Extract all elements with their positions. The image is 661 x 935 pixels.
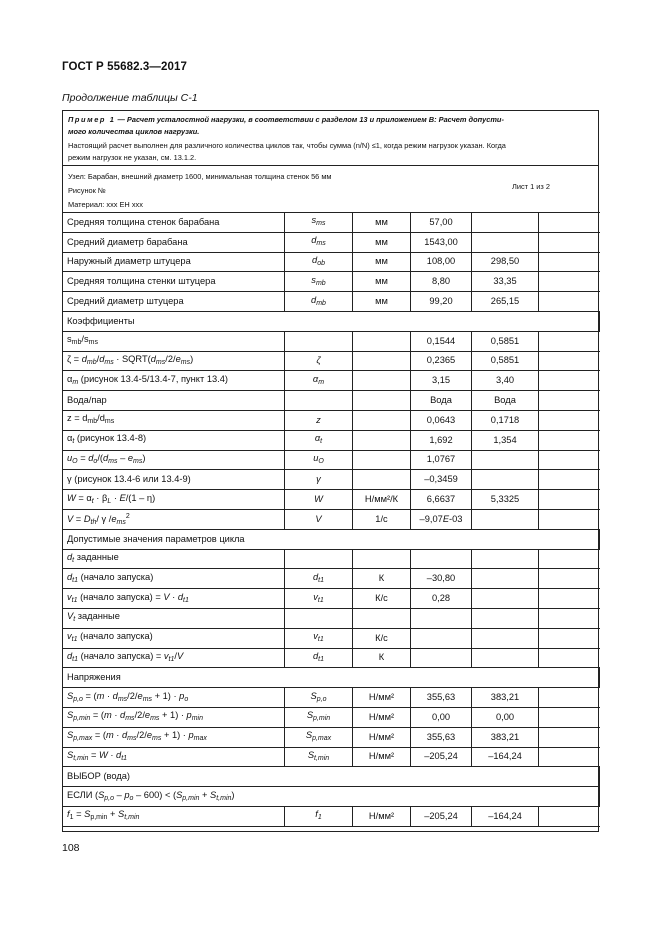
parameter-name-cell: $V = D_{th}/$ γ $/e_{ms}^2$ bbox=[63, 509, 285, 529]
unit-cell: К/с bbox=[353, 628, 411, 648]
table-row bbox=[63, 707, 600, 727]
example-description-line-1: Настоящий расчет выполнен для различного количества циклов так, чтобы сумма (n/N) ≤1, когда режим нагрузок указан. Когда bbox=[68, 141, 506, 150]
symbol-cell: $s_{ms}$ bbox=[285, 213, 353, 233]
table-row bbox=[63, 727, 600, 747]
symbol-cell: $\alpha_m$ bbox=[285, 371, 353, 391]
symbol-cell: $u_O$ bbox=[285, 450, 353, 470]
empty-cell bbox=[539, 589, 600, 609]
value-1-cell: 0,1544 bbox=[411, 331, 472, 351]
symbol-cell bbox=[285, 608, 353, 628]
value-1-cell bbox=[411, 549, 472, 569]
table-row bbox=[63, 767, 600, 787]
symbol-cell: $d_{ms}$ bbox=[285, 232, 353, 252]
table-row bbox=[63, 292, 600, 312]
section-heading-cell: ВЫБОР (вода) bbox=[63, 767, 600, 787]
unit-cell: мм bbox=[353, 232, 411, 252]
value-2-cell: 0,1718 bbox=[472, 410, 539, 430]
empty-cell bbox=[539, 490, 600, 510]
table-row bbox=[63, 272, 600, 292]
parameter-name-cell: $d_{t1}$ (начало запуска) = $v_{t1}/V$ bbox=[63, 648, 285, 668]
figure-number: Рисунок № bbox=[68, 186, 106, 195]
unit-cell: Н/мм²/К bbox=[353, 490, 411, 510]
symbol-cell: $s_{mb}$ bbox=[285, 272, 353, 292]
value-1-cell: 0,2365 bbox=[411, 351, 472, 371]
empty-cell bbox=[539, 707, 600, 727]
value-1-cell: 8,80 bbox=[411, 272, 472, 292]
unit-cell: К bbox=[353, 648, 411, 668]
symbol-cell: $S_{t,min}$ bbox=[285, 747, 353, 767]
value-2-cell bbox=[472, 232, 539, 252]
value-1-cell bbox=[411, 608, 472, 628]
empty-cell bbox=[539, 509, 600, 529]
symbol-cell: $f_1$ bbox=[285, 806, 353, 826]
value-2-cell: 0,5851 bbox=[472, 351, 539, 371]
value-1-cell: –205,24 bbox=[411, 747, 472, 767]
unit-cell bbox=[353, 391, 411, 411]
empty-cell bbox=[539, 806, 600, 826]
value-2-cell: 298,50 bbox=[472, 252, 539, 272]
parameter-name-cell: $v_{t1}$ (начало запуска) bbox=[63, 628, 285, 648]
value-2-cell: 0,5851 bbox=[472, 331, 539, 351]
symbol-cell bbox=[285, 549, 353, 569]
value-1-cell: 0,00 bbox=[411, 707, 472, 727]
parameter-name-cell: Средний диаметр штуцера bbox=[63, 292, 285, 312]
unit-cell: К bbox=[353, 569, 411, 589]
unit-cell: Н/мм² bbox=[353, 707, 411, 727]
table-row bbox=[63, 628, 600, 648]
value-1-cell: –205,24 bbox=[411, 806, 472, 826]
value-1-cell: 6,6637 bbox=[411, 490, 472, 510]
unit-cell bbox=[353, 371, 411, 391]
value-2-cell: –164,24 bbox=[472, 806, 539, 826]
value-1-cell: 1,692 bbox=[411, 430, 472, 450]
symbol-cell: $d_{mb}$ bbox=[285, 292, 353, 312]
unit-cell: Н/мм² bbox=[353, 727, 411, 747]
value-2-cell: 0,00 bbox=[472, 707, 539, 727]
parameter-name-cell: $V_t$ заданные bbox=[63, 608, 285, 628]
empty-cell bbox=[539, 331, 600, 351]
value-1-cell: 1543,00 bbox=[411, 232, 472, 252]
value-2-cell bbox=[472, 589, 539, 609]
parameter-name-cell: Вода/пар bbox=[63, 391, 285, 411]
parameter-name-cell: $S_{t,min} = W \cdot d_{t1}$ bbox=[63, 747, 285, 767]
unit-cell: мм bbox=[353, 213, 411, 233]
value-2-cell bbox=[472, 470, 539, 490]
table-row bbox=[63, 509, 600, 529]
value-2-cell bbox=[472, 628, 539, 648]
symbol-cell: V bbox=[285, 509, 353, 529]
empty-cell bbox=[539, 450, 600, 470]
unit-cell: мм bbox=[353, 252, 411, 272]
table-row bbox=[63, 391, 600, 411]
table-row bbox=[63, 252, 600, 272]
unit-cell bbox=[353, 351, 411, 371]
node-info-text bbox=[68, 170, 332, 212]
table-row bbox=[63, 589, 600, 609]
calculation-table bbox=[62, 212, 600, 827]
value-2-cell: 265,15 bbox=[472, 292, 539, 312]
empty-cell bbox=[539, 628, 600, 648]
value-1-cell: –30,80 bbox=[411, 569, 472, 589]
value-2-cell: 3,40 bbox=[472, 371, 539, 391]
value-1-cell: 99,20 bbox=[411, 292, 472, 312]
value-2-cell bbox=[472, 213, 539, 233]
empty-cell bbox=[539, 747, 600, 767]
empty-cell bbox=[539, 569, 600, 589]
symbol-cell: $S_{p,o}$ bbox=[285, 688, 353, 708]
page-number: 108 bbox=[62, 842, 80, 854]
empty-cell bbox=[539, 727, 600, 747]
node-description: Узел: Барабан, внешний диаметр 1600, минимальная толщина стенок 56 мм bbox=[68, 172, 332, 181]
section-heading-cell: Коэффициенты bbox=[63, 311, 600, 331]
symbol-cell: ζ bbox=[285, 351, 353, 371]
parameter-name-cell: $d_t$ заданные bbox=[63, 549, 285, 569]
symbol-cell: z bbox=[285, 410, 353, 430]
table-row bbox=[63, 668, 600, 688]
table-row bbox=[63, 430, 600, 450]
parameter-name-cell: Средний диаметр барабана bbox=[63, 232, 285, 252]
empty-cell bbox=[539, 470, 600, 490]
unit-cell: 1/с bbox=[353, 509, 411, 529]
parameter-name-cell: $S_{p,o} = (m \cdot d_{ms}/2/e_{ms} + 1) \cdot p_o$ bbox=[63, 688, 285, 708]
table-row bbox=[63, 608, 600, 628]
table-row bbox=[63, 787, 600, 807]
unit-cell: Н/мм² bbox=[353, 806, 411, 826]
parameter-name-cell: $u_O = d_o/(d_{ms} - e_{ms})$ bbox=[63, 450, 285, 470]
unit-cell bbox=[353, 410, 411, 430]
table-row bbox=[63, 351, 600, 371]
value-2-cell: 33,35 bbox=[472, 272, 539, 292]
table-row bbox=[63, 529, 600, 549]
value-2-cell bbox=[472, 450, 539, 470]
value-2-cell bbox=[472, 549, 539, 569]
empty-cell bbox=[539, 213, 600, 233]
symbol-cell: $d_{t1}$ bbox=[285, 569, 353, 589]
parameter-name-cell: $f_1 = S_{p,min} + S_{t,min}$ bbox=[63, 806, 285, 826]
value-2-cell: 383,21 bbox=[472, 727, 539, 747]
symbol-cell: $d_{t1}$ bbox=[285, 648, 353, 668]
table-header-block bbox=[62, 110, 599, 213]
value-1-cell: 1,0767 bbox=[411, 450, 472, 470]
parameter-name-cell: Средняя толщина стенки штуцера bbox=[63, 272, 285, 292]
symbol-cell: W bbox=[285, 490, 353, 510]
parameter-name-cell: $S_{p,min} = (m \cdot d_{ms}/2/e_{ms} + 1) \cdot p_{min}$ bbox=[63, 707, 285, 727]
table-row bbox=[63, 648, 600, 668]
example-description bbox=[68, 140, 593, 164]
empty-cell bbox=[539, 430, 600, 450]
value-1-cell: 355,63 bbox=[411, 727, 472, 747]
symbol-cell: $\alpha_t$ bbox=[285, 430, 353, 450]
section-heading-cell: Напряжения bbox=[63, 668, 600, 688]
standard-number: ГОСТ Р 55682.3—2017 bbox=[62, 61, 187, 73]
parameter-name-cell: $s_{mb}/s_{ms}$ bbox=[63, 331, 285, 351]
value-1-cell: 3,15 bbox=[411, 371, 472, 391]
unit-cell: К/с bbox=[353, 589, 411, 609]
value-1-cell bbox=[411, 628, 472, 648]
table-row bbox=[63, 232, 600, 252]
example-title-text: — Расчет усталостной нагрузки, в соответствии с разделом 13 и приложением В: Расчет допусти- bbox=[115, 115, 504, 124]
value-1-cell: 0,28 bbox=[411, 589, 472, 609]
table-row bbox=[63, 688, 600, 708]
section-heading-cell: Допустимые значения параметров цикла bbox=[63, 529, 600, 549]
example-title-text-2: мого количества циклов нагрузки. bbox=[68, 127, 200, 136]
value-2-cell: Вода bbox=[472, 391, 539, 411]
unit-cell bbox=[353, 430, 411, 450]
value-2-cell: 383,21 bbox=[472, 688, 539, 708]
symbol-cell bbox=[285, 391, 353, 411]
table-row bbox=[63, 410, 600, 430]
value-1-cell: –9,07E-03 bbox=[411, 509, 472, 529]
symbol-cell: $v_{t1}$ bbox=[285, 628, 353, 648]
table-row bbox=[63, 470, 600, 490]
empty-cell bbox=[539, 688, 600, 708]
unit-cell bbox=[353, 608, 411, 628]
unit-cell: Н/мм² bbox=[353, 688, 411, 708]
table-row bbox=[63, 806, 600, 826]
unit-cell bbox=[353, 331, 411, 351]
example-title bbox=[68, 114, 593, 138]
symbol-cell: $d_{ob}$ bbox=[285, 252, 353, 272]
table-continuation-caption: Продолжение таблицы С-1 bbox=[62, 92, 198, 104]
symbol-cell: γ bbox=[285, 470, 353, 490]
value-2-cell: 1,354 bbox=[472, 430, 539, 450]
unit-cell bbox=[353, 549, 411, 569]
value-2-cell: –164,24 bbox=[472, 747, 539, 767]
symbol-cell bbox=[285, 331, 353, 351]
calculation-table-body bbox=[63, 213, 600, 827]
parameter-name-cell: $W = \alpha_t \cdot \beta_L \cdot E/(1 - \eta)$ bbox=[63, 490, 285, 510]
empty-cell bbox=[539, 391, 600, 411]
value-2-cell bbox=[472, 509, 539, 529]
parameter-name-cell: $z = d_{mb}/d_{ms}$ bbox=[63, 410, 285, 430]
table-row bbox=[63, 311, 600, 331]
table-row bbox=[63, 490, 600, 510]
section-heading-cell: ЕСЛИ $(S_{p,o} - p_o - 600) < (S_{p,min} + S_{t,min})$ bbox=[63, 787, 600, 807]
node-info bbox=[62, 166, 599, 213]
unit-cell: Н/мм² bbox=[353, 747, 411, 767]
value-1-cell: Вода bbox=[411, 391, 472, 411]
empty-cell bbox=[539, 351, 600, 371]
parameter-name-cell: $\zeta = d_{mb}/d_{ms}$ · $SQRT(d_{ms}/2/e_{ms})$ bbox=[63, 351, 285, 371]
parameter-name-cell: $v_{t1}$ (начало запуска) = $V \cdot d_{t1}$ bbox=[63, 589, 285, 609]
value-1-cell: 355,63 bbox=[411, 688, 472, 708]
symbol-cell: $v_{t1}$ bbox=[285, 589, 353, 609]
empty-cell bbox=[539, 549, 600, 569]
parameter-name-cell: $d_{t1}$ (начало запуска) bbox=[63, 569, 285, 589]
symbol-cell: $S_{p,max}$ bbox=[285, 727, 353, 747]
unit-cell: мм bbox=[353, 272, 411, 292]
example-label: Пример 1 bbox=[68, 115, 116, 124]
parameter-name-cell: $\alpha_t$ (рисунок 13.4-8) bbox=[63, 430, 285, 450]
example-description-line-2: режим нагрузок не указан, см. 13.1.2. bbox=[68, 153, 197, 162]
unit-cell: мм bbox=[353, 292, 411, 312]
empty-cell bbox=[539, 410, 600, 430]
material: Материал: xxx EH xxx bbox=[68, 200, 143, 209]
empty-cell bbox=[539, 292, 600, 312]
value-2-cell: 5,3325 bbox=[472, 490, 539, 510]
empty-cell bbox=[539, 272, 600, 292]
parameter-name-cell: Наружный диаметр штуцера bbox=[63, 252, 285, 272]
empty-cell bbox=[539, 648, 600, 668]
value-1-cell: 57,00 bbox=[411, 213, 472, 233]
value-1-cell: 108,00 bbox=[411, 252, 472, 272]
empty-cell bbox=[539, 371, 600, 391]
table-row bbox=[63, 569, 600, 589]
empty-cell bbox=[539, 252, 600, 272]
parameter-name-cell: $S_{p,max} = (m \cdot d_{ms}/2/e_{ms} + 1) \cdot p_{max}$ bbox=[63, 727, 285, 747]
table-row bbox=[63, 371, 600, 391]
table-row bbox=[63, 213, 600, 233]
symbol-cell: $S_{p,min}$ bbox=[285, 707, 353, 727]
sheet-counter: Лист 1 из 2 bbox=[512, 182, 550, 191]
value-2-cell bbox=[472, 648, 539, 668]
value-2-cell bbox=[472, 569, 539, 589]
table-row bbox=[63, 331, 600, 351]
table-row bbox=[63, 450, 600, 470]
empty-cell bbox=[539, 608, 600, 628]
example-note bbox=[62, 110, 599, 166]
value-1-cell bbox=[411, 648, 472, 668]
value-2-cell bbox=[472, 608, 539, 628]
empty-cell bbox=[539, 232, 600, 252]
table-row bbox=[63, 747, 600, 767]
unit-cell bbox=[353, 470, 411, 490]
parameter-name-cell: Средняя толщина стенок барабана bbox=[63, 213, 285, 233]
table-row bbox=[63, 549, 600, 569]
parameter-name-cell: $\alpha_m$ (рисунок 13.4-5/13.4-7, пункт 13.4) bbox=[63, 371, 285, 391]
parameter-name-cell: γ (рисунок 13.4-6 или 13.4-9) bbox=[63, 470, 285, 490]
value-1-cell: –0,3459 bbox=[411, 470, 472, 490]
value-1-cell: 0,0643 bbox=[411, 410, 472, 430]
unit-cell bbox=[353, 450, 411, 470]
